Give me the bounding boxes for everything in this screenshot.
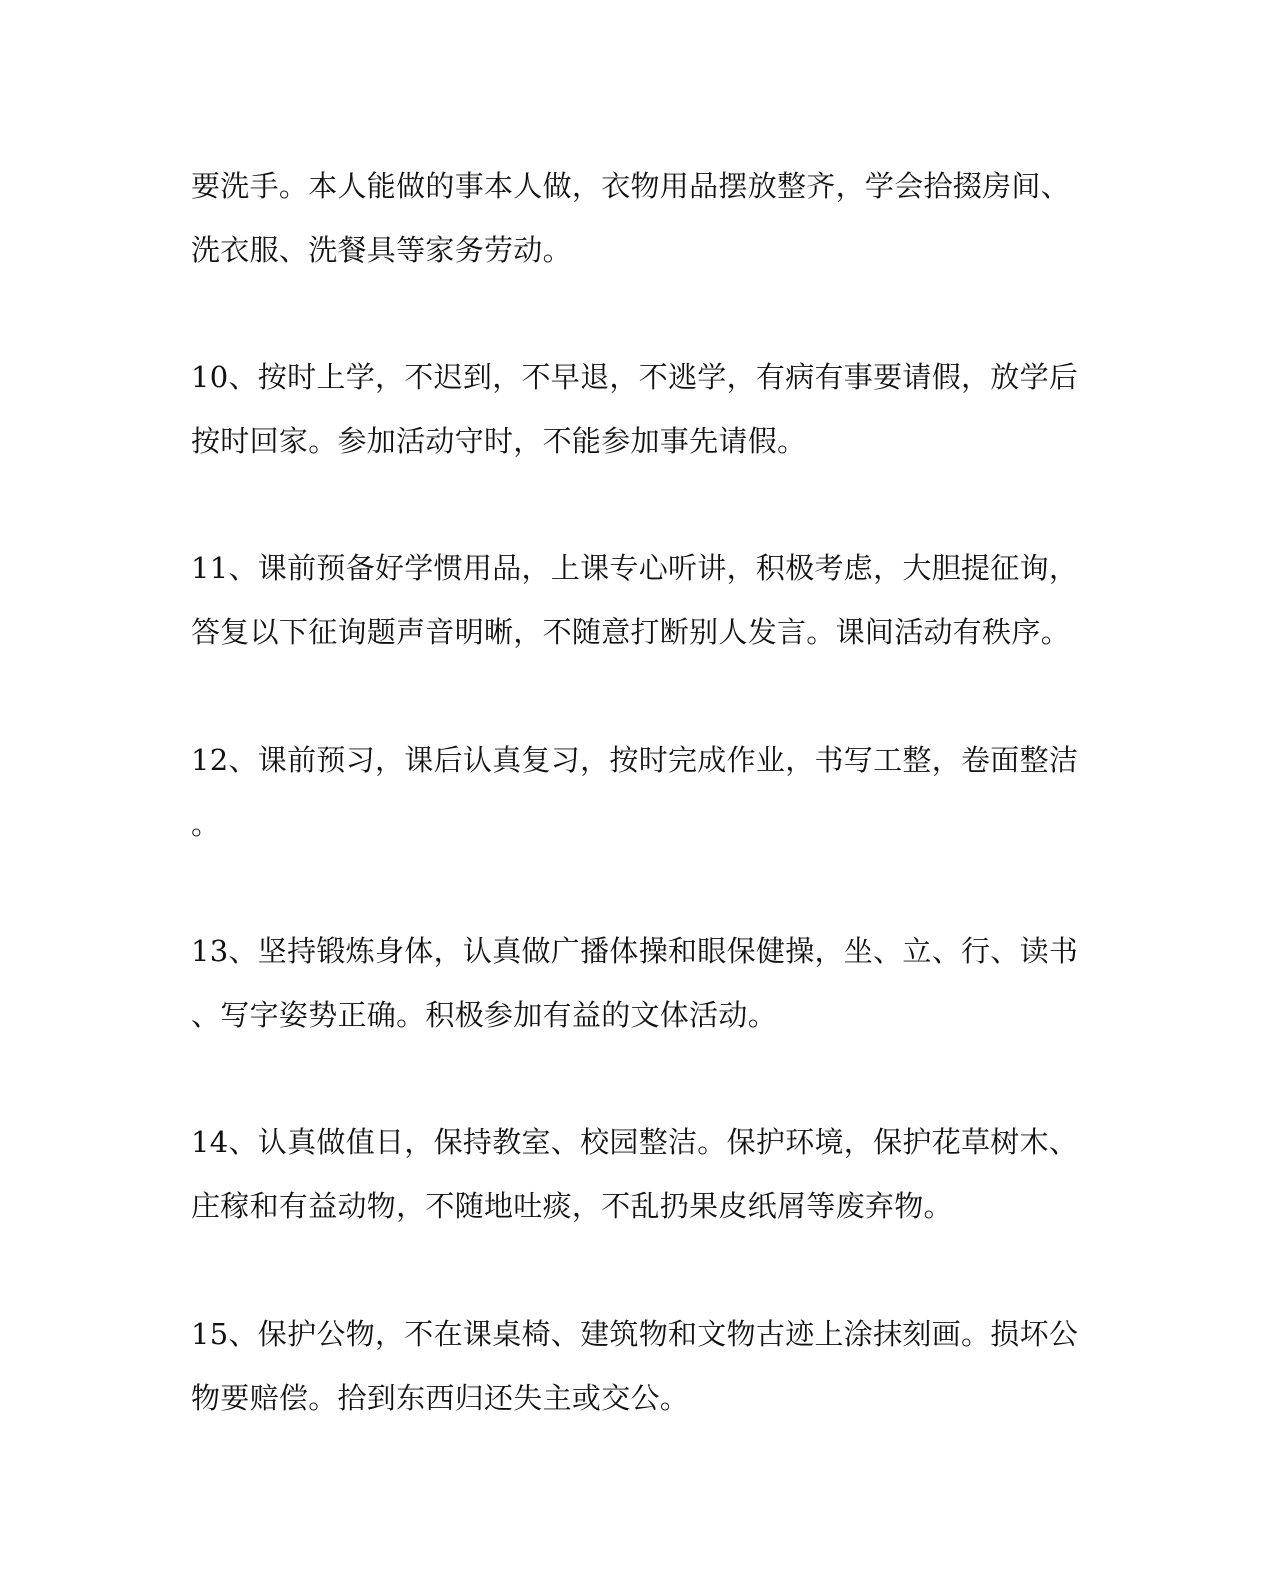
text-line: 答复以下征询题声音明晰，不随意打断别人发言。课间活动有秩序。: [191, 615, 1071, 649]
text-line: 、写字姿势正确。积极参加有益的文体活动。: [191, 998, 778, 1032]
text-line: 物要赔偿。拾到东西归还失主或交公。: [191, 1381, 690, 1415]
text-line: 11、课前预备好学惯用品，上课专心听讲，积极考虑，大胆提征询，: [191, 551, 1079, 585]
text-line: 10、按时上学，不迟到，不早退，不逃学，有病有事要请假，放学后: [191, 360, 1079, 394]
text-line: 14、认真做值日，保持教室、校园整洁。保护环境，保护花草树木、: [191, 1125, 1079, 1159]
text-line: 要洗手。本人能做的事本人做，衣物用品摆放整齐，学会拾掇房间、: [191, 169, 1071, 203]
text-line: 洗衣服、洗餐具等家务劳动。: [191, 233, 572, 267]
text-line: 13、坚持锻炼身体，认真做广播体操和眼保健操，坐、立、行、读书: [191, 934, 1079, 968]
text-line: 12、课前预习，课后认真复习，按时完成作业，书写工整，卷面整洁: [191, 743, 1079, 777]
text-line: 按时回家。参加活动守时，不能参加事先请假。: [191, 424, 807, 458]
text-line: 。: [191, 807, 221, 841]
text-line: 15、保护公物，不在课桌椅、建筑物和文物古迹上涂抹刻画。损坏公: [191, 1317, 1079, 1351]
text-line: 庄稼和有益动物，不随地吐痰，不乱扔果皮纸屑等废弃物。: [191, 1189, 953, 1223]
